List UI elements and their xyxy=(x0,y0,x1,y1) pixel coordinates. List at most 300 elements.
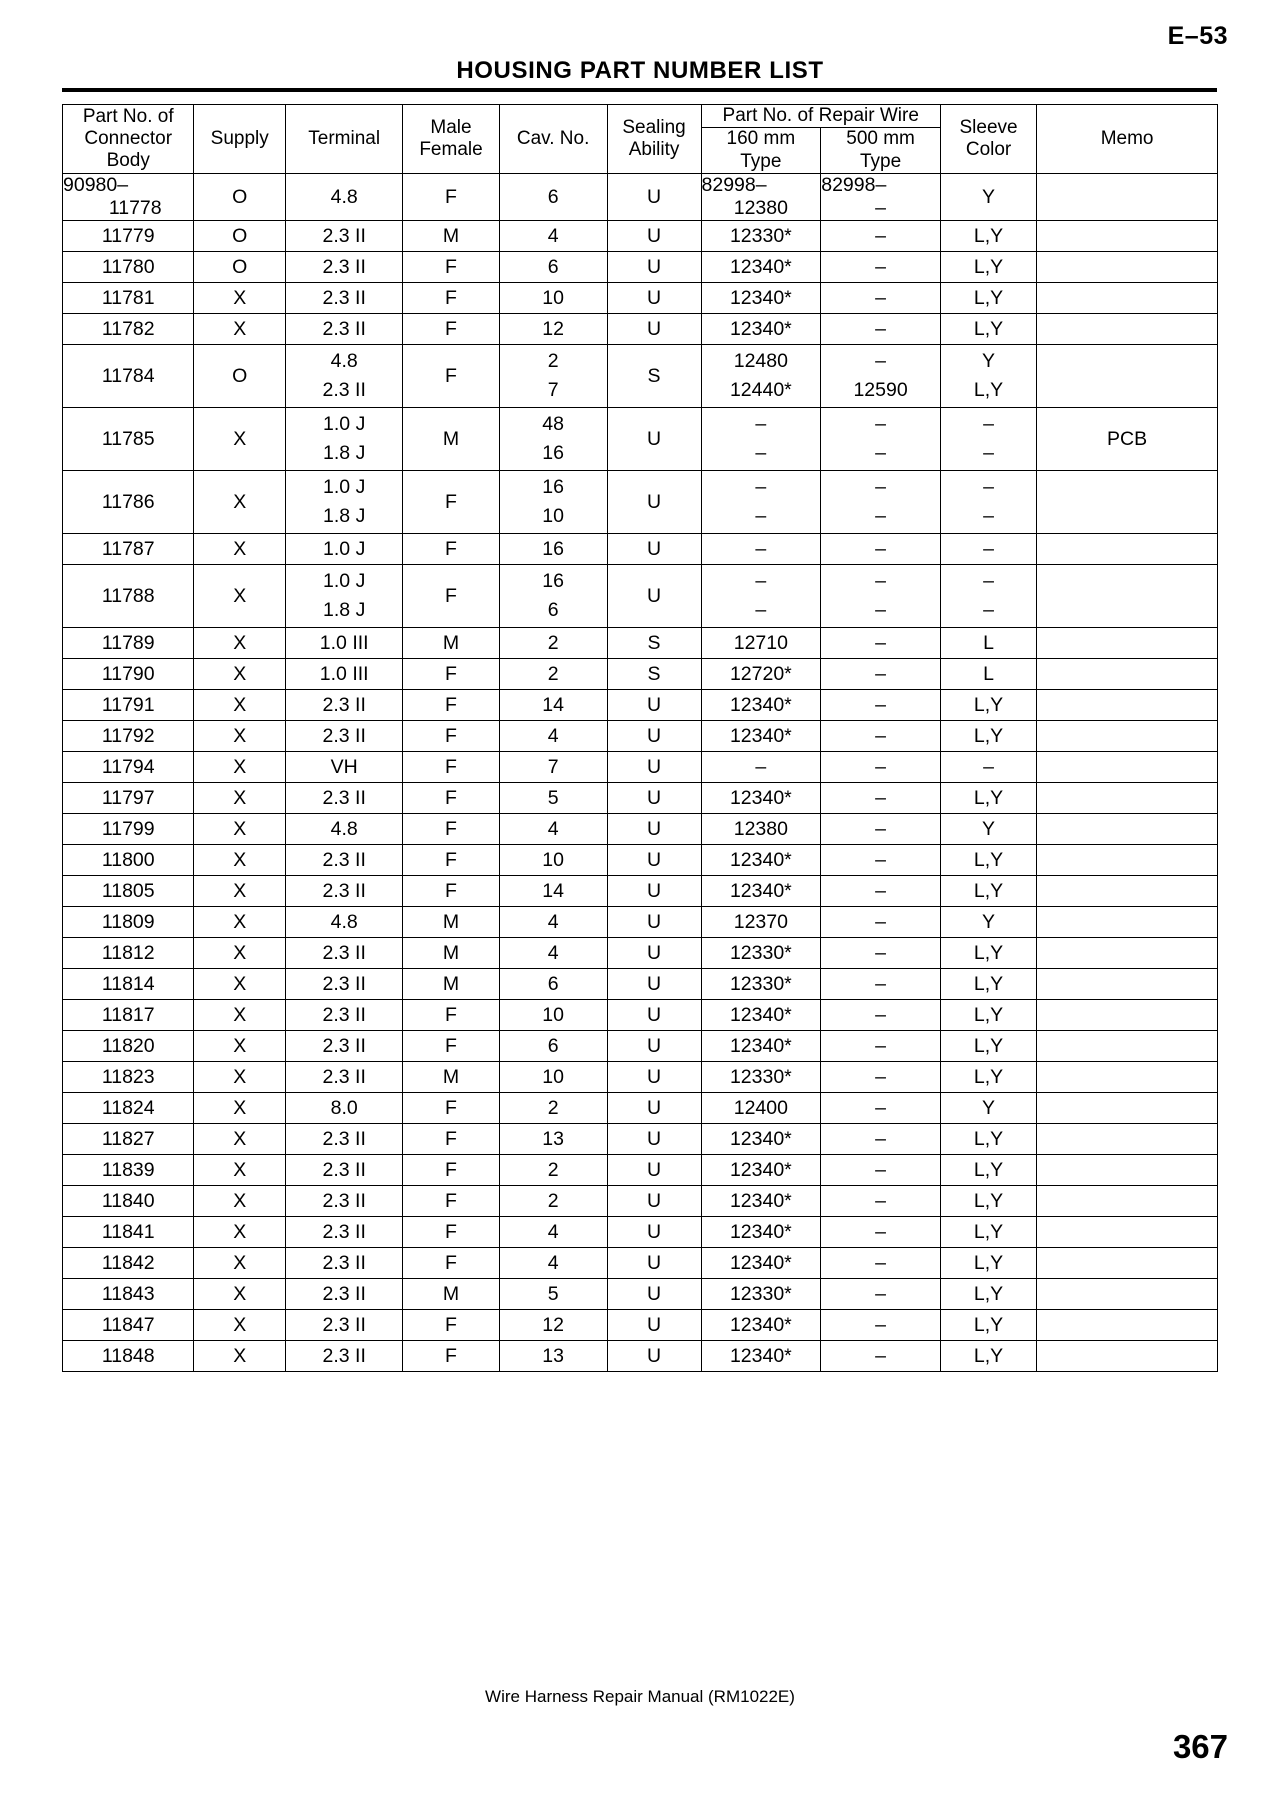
cell-terminal: 2.3 II xyxy=(286,1062,403,1093)
cell-supply: X xyxy=(194,314,286,345)
cell-repair-160mm: 12340* xyxy=(701,783,821,814)
cell-sleeve-color: – xyxy=(940,534,1036,565)
cell-part-no: 11794 xyxy=(63,752,194,783)
cell-sealing-ability: U xyxy=(607,1186,701,1217)
repair500-value: – xyxy=(875,197,886,220)
cell-cav-no: 13 xyxy=(499,1124,607,1155)
cell-supply: O xyxy=(194,221,286,252)
cell-supply: X xyxy=(194,690,286,721)
cell-male-female: F xyxy=(403,1124,499,1155)
cell-memo xyxy=(1037,845,1218,876)
cell-memo xyxy=(1037,1341,1218,1372)
cell-line: – xyxy=(875,475,886,498)
cell-part-no: 11779 xyxy=(63,221,194,252)
cell-repair-500mm: – xyxy=(821,1248,941,1279)
cell-sleeve-color: Y xyxy=(940,814,1036,845)
cell-male-female: F xyxy=(403,1248,499,1279)
cell-repair-160mm: 12400 xyxy=(701,1093,821,1124)
cell-part-no: 11782 xyxy=(63,314,194,345)
cell-cav-no: 12 xyxy=(499,1310,607,1341)
cell-part-no: 11842 xyxy=(63,1248,194,1279)
table-row xyxy=(63,1279,1218,1310)
cell-part-no: 11817 xyxy=(63,1000,194,1031)
cell-part-no: 11809 xyxy=(63,907,194,938)
cell-memo xyxy=(1037,783,1218,814)
cell-sealing-ability: U xyxy=(607,1124,701,1155)
table-row xyxy=(63,659,1218,690)
cell-line: 16 xyxy=(542,569,564,592)
cell-part-no: 11785 xyxy=(63,408,194,471)
cell-memo xyxy=(1037,174,1218,221)
cell-repair-500mm: – xyxy=(821,1031,941,1062)
table-row xyxy=(63,408,1218,471)
cell-line: 1.0 J xyxy=(323,475,366,498)
cell-repair-500mm: – xyxy=(821,1186,941,1217)
cell-cav-no: 4 xyxy=(499,907,607,938)
cell-sealing-ability: U xyxy=(607,876,701,907)
cell-line: – xyxy=(875,505,886,528)
cell-memo xyxy=(1037,534,1218,565)
cell-cav-no: 5 xyxy=(499,783,607,814)
cell-supply: X xyxy=(194,1341,286,1372)
cell-repair-500mm: – xyxy=(821,1217,941,1248)
cell-cav-no: 4 xyxy=(499,1248,607,1279)
cell-supply: X xyxy=(194,1248,286,1279)
cell-repair-500mm: – xyxy=(821,1093,941,1124)
cell-sleeve-color: L,Y xyxy=(940,845,1036,876)
table-row xyxy=(63,628,1218,659)
cell-part-no: 11814 xyxy=(63,969,194,1000)
cell-terminal: 2.3 II xyxy=(286,1155,403,1186)
cell-male-female: F xyxy=(403,783,499,814)
cell-repair-160mm: 12330* xyxy=(701,1279,821,1310)
cell-cav-no: 4 xyxy=(499,221,607,252)
cell-cav-no xyxy=(499,345,607,408)
part-no-value: 11778 xyxy=(108,197,162,220)
cell-repair-160mm: 12340* xyxy=(701,1310,821,1341)
cell-male-female: F xyxy=(403,1310,499,1341)
cell-repair-160mm xyxy=(701,345,821,408)
cell-male-female: F xyxy=(403,659,499,690)
sealing-label: Sealing xyxy=(622,116,686,138)
cell-line: – xyxy=(983,442,994,465)
sleeve-label: Sleeve xyxy=(959,116,1018,138)
cell-cav-no: 2 xyxy=(499,659,607,690)
cell-cav-no: 2 xyxy=(499,628,607,659)
cell-supply: O xyxy=(194,252,286,283)
cell-sealing-ability: U xyxy=(607,1217,701,1248)
cell-cav-no: 10 xyxy=(499,283,607,314)
cell-sleeve-color xyxy=(940,471,1036,534)
cell-sleeve-color: Y xyxy=(940,174,1036,221)
cell-male-female: M xyxy=(403,907,499,938)
cell-male-female: F xyxy=(403,565,499,628)
cell-repair-500mm: – xyxy=(821,1062,941,1093)
cell-sleeve-color: L,Y xyxy=(940,1124,1036,1155)
cell-supply: X xyxy=(194,1217,286,1248)
cell-repair-160mm: 12340* xyxy=(701,1124,821,1155)
cell-supply: X xyxy=(194,845,286,876)
cell-supply: X xyxy=(194,1000,286,1031)
cell-sleeve-color: L,Y xyxy=(940,969,1036,1000)
cell-repair-160mm: 12340* xyxy=(701,252,821,283)
cell-sealing-ability: U xyxy=(607,1093,701,1124)
cell-sleeve-color: L,Y xyxy=(940,1186,1036,1217)
cell-line: – xyxy=(983,569,994,592)
cell-sealing-ability: U xyxy=(607,721,701,752)
cell-line: – xyxy=(875,412,886,435)
cell-terminal: 2.3 II xyxy=(286,1186,403,1217)
cell-cav-no xyxy=(499,471,607,534)
cell-sleeve-color: L,Y xyxy=(940,1217,1036,1248)
cell-terminal: VH xyxy=(286,752,403,783)
cell-cav-no xyxy=(499,408,607,471)
cell-line: 7 xyxy=(547,379,559,402)
cell-line: 2 xyxy=(547,349,559,372)
cell-sleeve-color: Y xyxy=(940,907,1036,938)
cell-repair-500mm: – xyxy=(821,783,941,814)
title-divider xyxy=(62,88,1217,92)
cell-male-female: F xyxy=(403,1217,499,1248)
cell-line: L,Y xyxy=(973,379,1004,402)
cell-part-no xyxy=(63,174,194,221)
cell-line: 12590 xyxy=(853,379,908,402)
cell-sleeve-color: L,Y xyxy=(940,938,1036,969)
cell-cav-no: 14 xyxy=(499,690,607,721)
cell-line: 1.0 J xyxy=(323,569,366,592)
cell-male-female: M xyxy=(403,628,499,659)
cell-line: – xyxy=(755,505,767,528)
cell-male-female: F xyxy=(403,814,499,845)
table-row xyxy=(63,876,1218,907)
cell-supply: X xyxy=(194,783,286,814)
table-row xyxy=(63,1124,1218,1155)
cell-male-female: F xyxy=(403,314,499,345)
cell-memo xyxy=(1037,471,1218,534)
cell-memo xyxy=(1037,252,1218,283)
cell-memo xyxy=(1037,1279,1218,1310)
cell-sleeve-color: L,Y xyxy=(940,1248,1036,1279)
cell-sleeve-color: L,Y xyxy=(940,252,1036,283)
cell-repair-160mm: – xyxy=(701,534,821,565)
col-header-male-female xyxy=(403,105,499,174)
type-500-line1: 500 mm xyxy=(846,128,915,150)
table-row xyxy=(63,1217,1218,1248)
cell-sealing-ability: U xyxy=(607,814,701,845)
cell-repair-160mm: 12340* xyxy=(701,845,821,876)
cell-cav-no: 4 xyxy=(499,814,607,845)
cell-terminal: 2.3 II xyxy=(286,1217,403,1248)
col-header-memo: Memo xyxy=(1037,105,1218,174)
cell-memo xyxy=(1037,876,1218,907)
cell-terminal: 4.8 xyxy=(286,907,403,938)
cell-male-female: F xyxy=(403,174,499,221)
col-header-sealing-ability xyxy=(607,105,701,174)
cell-sealing-ability: U xyxy=(607,690,701,721)
cell-male-female: M xyxy=(403,938,499,969)
cell-repair-500mm: – xyxy=(821,1279,941,1310)
cell-supply: X xyxy=(194,938,286,969)
cell-repair-500mm: – xyxy=(821,1000,941,1031)
cell-repair-160mm: 12340* xyxy=(701,314,821,345)
cell-repair-500mm: – xyxy=(821,1124,941,1155)
cell-sealing-ability: U xyxy=(607,314,701,345)
cell-sealing-ability: U xyxy=(607,408,701,471)
cell-sleeve-color xyxy=(940,345,1036,408)
cell-memo xyxy=(1037,1310,1218,1341)
cell-repair-500mm: – xyxy=(821,876,941,907)
table-row xyxy=(63,752,1218,783)
cell-sealing-ability: U xyxy=(607,1155,701,1186)
male-label: Male xyxy=(430,116,472,138)
cell-part-no: 11781 xyxy=(63,283,194,314)
cell-repair-500mm: – xyxy=(821,628,941,659)
cell-repair-160mm xyxy=(701,174,821,221)
cell-repair-500mm: – xyxy=(821,907,941,938)
cell-sleeve-color: L,Y xyxy=(940,1341,1036,1372)
cell-memo xyxy=(1037,659,1218,690)
cell-terminal: 2.3 II xyxy=(286,1031,403,1062)
cell-repair-160mm xyxy=(701,471,821,534)
cell-terminal: 2.3 II xyxy=(286,1310,403,1341)
cell-terminal: 4.8 xyxy=(286,814,403,845)
cell-memo xyxy=(1037,1031,1218,1062)
cell-terminal: 2.3 II xyxy=(286,314,403,345)
cell-part-no: 11799 xyxy=(63,814,194,845)
cell-male-female: F xyxy=(403,534,499,565)
cell-memo xyxy=(1037,628,1218,659)
cell-line: Y xyxy=(982,349,996,372)
cell-part-no: 11792 xyxy=(63,721,194,752)
cell-male-female: F xyxy=(403,876,499,907)
table-row xyxy=(63,252,1218,283)
cell-male-female: F xyxy=(403,721,499,752)
cell-supply: X xyxy=(194,1186,286,1217)
cell-sleeve-color: L xyxy=(940,659,1036,690)
cell-terminal: 2.3 II xyxy=(286,1124,403,1155)
cell-male-female: M xyxy=(403,221,499,252)
cell-line: 16 xyxy=(542,442,564,465)
cell-cav-no: 6 xyxy=(499,174,607,221)
type-500-line2: Type xyxy=(859,150,902,172)
cell-memo xyxy=(1037,283,1218,314)
cell-part-no: 11790 xyxy=(63,659,194,690)
cell-supply: X xyxy=(194,628,286,659)
cell-part-no: 11847 xyxy=(63,1310,194,1341)
table-row xyxy=(63,1000,1218,1031)
cell-repair-160mm: 12330* xyxy=(701,221,821,252)
cell-terminal: 2.3 II xyxy=(286,938,403,969)
cell-repair-160mm: 12380 xyxy=(701,814,821,845)
female-label: Female xyxy=(419,139,483,161)
table-row xyxy=(63,938,1218,969)
cell-sleeve-color xyxy=(940,408,1036,471)
cell-repair-160mm: 12340* xyxy=(701,1031,821,1062)
cell-supply: O xyxy=(194,345,286,408)
cell-supply: X xyxy=(194,721,286,752)
cell-part-no: 11784 xyxy=(63,345,194,408)
col-header-repair-wire-group: Part No. of Repair Wire xyxy=(701,105,940,128)
cell-sealing-ability: S xyxy=(607,345,701,408)
cell-sealing-ability: U xyxy=(607,845,701,876)
cell-male-female: F xyxy=(403,1000,499,1031)
cell-memo xyxy=(1037,969,1218,1000)
table-row xyxy=(63,814,1218,845)
cell-cav-no: 4 xyxy=(499,938,607,969)
cell-sleeve-color xyxy=(940,565,1036,628)
col-header-terminal: Terminal xyxy=(286,105,403,174)
part-no-line1: Part No. of xyxy=(82,105,174,127)
cell-sealing-ability: U xyxy=(607,565,701,628)
cell-repair-160mm xyxy=(701,565,821,628)
cell-terminal: 8.0 xyxy=(286,1093,403,1124)
cell-sealing-ability: U xyxy=(607,1279,701,1310)
cell-male-female: F xyxy=(403,345,499,408)
table-header-row-1 xyxy=(63,105,1218,128)
cell-repair-160mm: 12330* xyxy=(701,938,821,969)
cell-line: 4.8 xyxy=(330,349,358,372)
cell-terminal xyxy=(286,408,403,471)
cell-line: – xyxy=(983,599,994,622)
cell-memo xyxy=(1037,314,1218,345)
cell-male-female: M xyxy=(403,1062,499,1093)
cell-sleeve-color: L,Y xyxy=(940,1000,1036,1031)
cell-supply: X xyxy=(194,1093,286,1124)
cell-supply: X xyxy=(194,969,286,1000)
part-no-line2: Connector xyxy=(84,127,173,149)
cell-repair-500mm xyxy=(821,408,941,471)
cell-supply: X xyxy=(194,471,286,534)
table-row xyxy=(63,534,1218,565)
part-no-line3: Body xyxy=(106,150,150,172)
col-header-cav-no: Cav. No. xyxy=(499,105,607,174)
cell-supply: X xyxy=(194,1279,286,1310)
cell-repair-160mm: 12340* xyxy=(701,1341,821,1372)
cell-part-no: 11841 xyxy=(63,1217,194,1248)
cell-repair-500mm: – xyxy=(821,252,941,283)
table-row xyxy=(63,1062,1218,1093)
cell-terminal: 2.3 II xyxy=(286,1248,403,1279)
cell-terminal: 2.3 II xyxy=(286,969,403,1000)
cell-line: 1.8 J xyxy=(323,505,366,528)
cell-repair-500mm xyxy=(821,174,941,221)
cell-sleeve-color: L xyxy=(940,628,1036,659)
page-title: HOUSING PART NUMBER LIST xyxy=(456,57,824,84)
cell-repair-500mm xyxy=(821,471,941,534)
table-row xyxy=(63,345,1218,408)
cell-repair-160mm: 12330* xyxy=(701,969,821,1000)
cell-part-no: 11843 xyxy=(63,1279,194,1310)
cell-male-female: F xyxy=(403,471,499,534)
table-row xyxy=(63,174,1218,221)
cell-part-no: 11839 xyxy=(63,1155,194,1186)
cell-repair-500mm: – xyxy=(821,314,941,345)
cell-repair-500mm: – xyxy=(821,690,941,721)
cell-line: – xyxy=(755,442,767,465)
cell-repair-160mm: 12340* xyxy=(701,1155,821,1186)
cell-supply: X xyxy=(194,283,286,314)
cell-part-no: 11797 xyxy=(63,783,194,814)
cell-terminal xyxy=(286,565,403,628)
cell-sleeve-color: L,Y xyxy=(940,1062,1036,1093)
cell-terminal xyxy=(286,471,403,534)
table-row xyxy=(63,1310,1218,1341)
cell-repair-500mm: – xyxy=(821,814,941,845)
cell-sealing-ability: U xyxy=(607,1310,701,1341)
cell-line: – xyxy=(755,412,767,435)
cell-repair-160mm: 12720* xyxy=(701,659,821,690)
page-number: 367 xyxy=(1172,1728,1228,1765)
cell-supply: X xyxy=(194,659,286,690)
cell-sealing-ability: U xyxy=(607,1031,701,1062)
cell-part-no: 11786 xyxy=(63,471,194,534)
cell-sleeve-color: L,Y xyxy=(940,1155,1036,1186)
cell-terminal: 2.3 II xyxy=(286,1341,403,1372)
cell-memo xyxy=(1037,938,1218,969)
cell-line: 1.8 J xyxy=(323,442,366,465)
table-header xyxy=(63,105,1218,174)
cell-male-female: F xyxy=(403,752,499,783)
cell-line: 1.0 J xyxy=(323,412,366,435)
cell-repair-160mm: 12710 xyxy=(701,628,821,659)
cell-terminal: 2.3 II xyxy=(286,1279,403,1310)
cell-sleeve-color: L,Y xyxy=(940,1310,1036,1341)
cell-sleeve-color: L,Y xyxy=(940,783,1036,814)
cell-cav-no: 4 xyxy=(499,721,607,752)
cell-sealing-ability: U xyxy=(607,969,701,1000)
cell-terminal: 2.3 II xyxy=(286,783,403,814)
cell-terminal xyxy=(286,345,403,408)
cell-memo xyxy=(1037,1000,1218,1031)
cell-part-no: 11812 xyxy=(63,938,194,969)
cell-sealing-ability: U xyxy=(607,752,701,783)
cell-male-female: F xyxy=(403,1155,499,1186)
cell-terminal: 2.3 II xyxy=(286,283,403,314)
cell-repair-160mm: 12340* xyxy=(701,1248,821,1279)
cell-memo xyxy=(1037,1248,1218,1279)
cell-supply: X xyxy=(194,408,286,471)
cell-line: 12440* xyxy=(729,379,792,402)
cell-sealing-ability: U xyxy=(607,283,701,314)
cell-repair-500mm: – xyxy=(821,1341,941,1372)
cell-memo: PCB xyxy=(1037,408,1218,471)
cell-sealing-ability: S xyxy=(607,628,701,659)
cell-supply: X xyxy=(194,565,286,628)
cell-repair-500mm: – xyxy=(821,969,941,1000)
cell-memo xyxy=(1037,1124,1218,1155)
cell-supply: X xyxy=(194,1031,286,1062)
type-160-line1: 160 mm xyxy=(726,128,796,150)
cell-male-female: M xyxy=(403,1279,499,1310)
cell-memo xyxy=(1037,907,1218,938)
cell-cav-no: 10 xyxy=(499,1000,607,1031)
part-no-prefix: 90980– xyxy=(63,174,129,197)
cell-part-no: 11800 xyxy=(63,845,194,876)
cell-repair-500mm: – xyxy=(821,221,941,252)
cell-repair-500mm: – xyxy=(821,534,941,565)
cell-male-female: F xyxy=(403,252,499,283)
cell-sleeve-color: Y xyxy=(940,1093,1036,1124)
cell-memo xyxy=(1037,221,1218,252)
cell-sleeve-color: L,Y xyxy=(940,721,1036,752)
table-row xyxy=(63,783,1218,814)
cell-line: 2.3 II xyxy=(322,379,366,402)
cell-part-no: 11805 xyxy=(63,876,194,907)
housing-part-number-table xyxy=(62,104,1218,1372)
col-header-supply: Supply xyxy=(194,105,286,174)
cell-line: 16 xyxy=(542,475,564,498)
cell-sealing-ability: U xyxy=(607,783,701,814)
